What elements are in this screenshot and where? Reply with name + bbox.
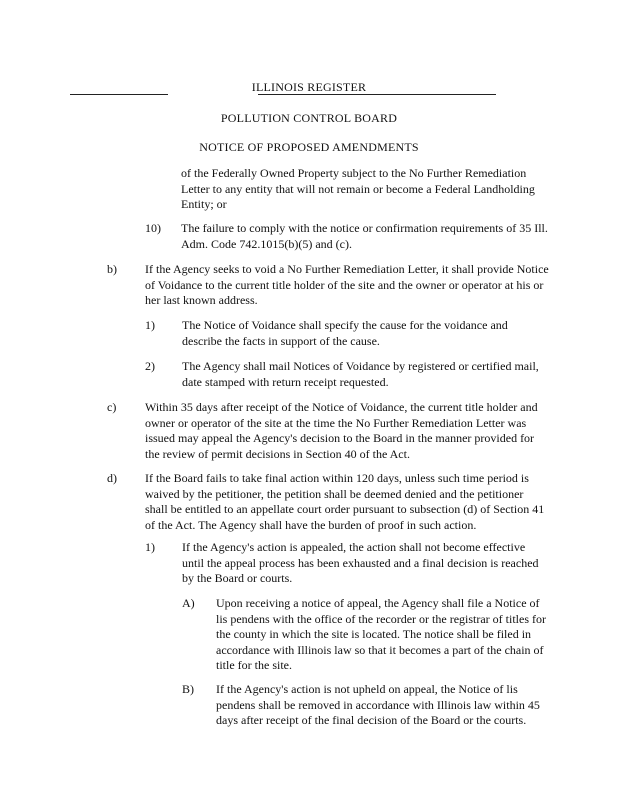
- board-title: POLLUTION CONTROL BOARD: [220, 111, 398, 125]
- subsection-b-item-2-label: 2): [145, 359, 155, 373]
- subsection-b-item-1-text: The Notice of Voidance shall specify the cause for the voidance and describe the facts in support of the cause.: [182, 318, 508, 348]
- subsection-d-item-1-A-label: A): [182, 596, 195, 610]
- subsection-b-text: If the Agency seeks to void a No Further Remediation Letter, it shall provide Notice of Voidance to the current title holder of the site and the owner or operator at his or her last known address.: [145, 262, 549, 307]
- subsection-b-label: b): [107, 262, 117, 276]
- continuation-paragraph: of the Federally Owned Property subject to the No Further Remediation Letter to any entity that will not remain or become a Federal Landholding Entity; or: [181, 166, 535, 211]
- subsection-d-item-1-A-text: Upon receiving a notice of appeal, the Agency shall file a Notice of lis pendens with the office of the recorder or the registrar of titles for the county in which the site is located. The notice shall be filed in accordance with Illinois law so that it becomes a part of the chain of title for the site.: [216, 596, 546, 672]
- subsection-c-text: Within 35 days after receipt of the Notice of Voidance, the current title holder and owner or operator of the site at the time the No Further Remediation Letter was issued may appeal the Agency's decision to the Board in the manner provided for the review of permit decisions in Section 40 of the Act.: [145, 400, 538, 461]
- item-10-label: 10): [145, 221, 161, 235]
- subsection-d-item-1-B-label: B): [182, 682, 194, 696]
- subsection-d-text: If the Board fails to take final action within 120 days, unless such time period is waived by the petitioner, the petition shall be deemed denied and the petitioner shall be entitled to an appellate court order pursuant to subsection (d) of Section 41 of the Act. The Agency shall have the burden of proof in such action.: [145, 471, 545, 532]
- subsection-c-label: c): [107, 400, 117, 414]
- subsection-d-item-1-B-text: If the Agency's action is not upheld on appeal, the Notice of lis pendens shall be removed in accordance with Illinois law within 45 days after receipt of the final decision of the Board or the courts.: [216, 682, 540, 727]
- register-title: ILLINOIS REGISTER: [251, 80, 367, 94]
- subsection-d-label: d): [107, 471, 117, 485]
- subsection-b-item-1-label: 1): [145, 318, 155, 332]
- subsection-b-item-2-text: The Agency shall mail Notices of Voidance by registered or certified mail, date stamped with return receipt requested.: [182, 359, 539, 389]
- notice-title: NOTICE OF PROPOSED AMENDMENTS: [199, 140, 419, 154]
- item-10-text: The failure to comply with the notice or confirmation requirements of 35 Ill. Adm. Code 742.1015(b)(5) and (c).: [181, 221, 548, 251]
- subsection-d-item-1-label: 1): [145, 540, 155, 554]
- subsection-d-item-1-text: If the Agency's action is appealed, the action shall not become effective until the appeal process has been exhausted and a final decision is reached by the Board or courts.: [182, 540, 539, 585]
